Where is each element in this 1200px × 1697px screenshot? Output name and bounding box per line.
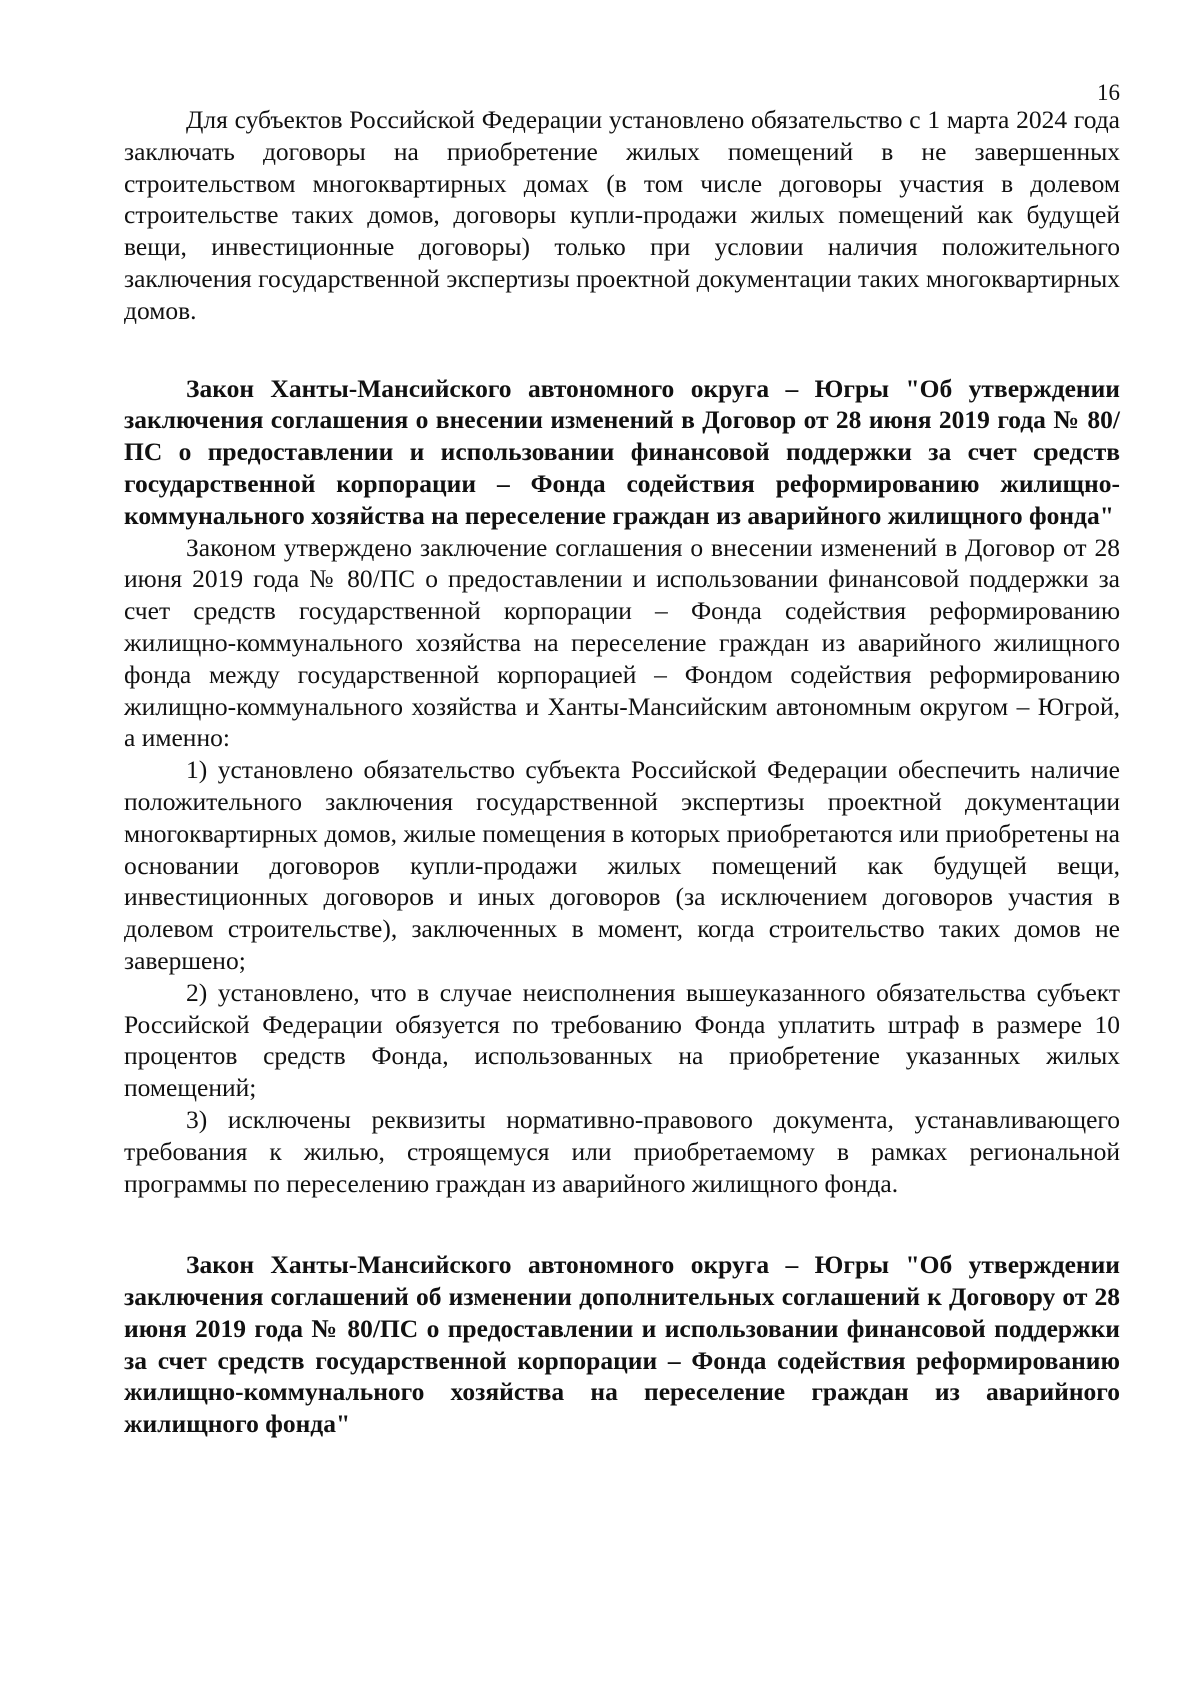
document-body — [124, 104, 1120, 1440]
list-item: 1) установлено обязательство субъекта Российской Федерации обеспечить наличие положительного заключения государственной экспертизы проектной документации многоквартирных домов, жилые помещения в которых приобретаются или приобретены на основании договоров купли-продажи жилых помещений как будущей вещи, инвестиционных договоров и иных договоров (за исключением договоров участия в долевом строительстве), заключенных в момент, когда строительство таких домов не завершено; — [124, 755, 1120, 975]
spacer — [124, 1199, 1120, 1249]
intro-paragraph: Для субъектов Российской Федерации установлено обязательство с 1 марта 2024 года заключать договоры на приобретение жилых помещений в не завершенных строительством многоквартирных домах (в том числе договоры участия в долевом строительстве таких домов, договоры купли-продажи жилых помещений как будущей вещи, инвестиционные договоры) только при условии наличия положительного заключения государственной экспертизы проектной документации таких многоквартирных домов. — [124, 105, 1120, 325]
page-number: 16 — [1097, 80, 1120, 105]
list-item: 3) исключены реквизиты нормативно-правового документа, устанавливающего требования к жилью, строящемуся или приобретаемому в рамках региональной программы по переселению граждан из аварийного жилищного фонда. — [124, 1104, 1120, 1198]
list-item: 2) установлено, что в случае неисполнения вышеуказанного обязательства субъект Российской Федерации обязуется по требованию Фонда уплатить штраф в размере 10 процентов средств Фонда, использованных на приобретение указанных жилых помещений; — [124, 977, 1120, 1103]
section-2-heading: Закон Ханты-Мансийского автономного округа – Югры "Об утверждении заключения соглашений об изменении дополнительных соглашений к Договору от 28 июня 2019 года № 80/ПС о предоставлении и использовании финансовой поддержки за счет средств государственной корпорации – Фонда содействия реформированию жилищно-коммунального хозяйства на переселение граждан из аварийного жилищного фонда" — [124, 1250, 1120, 1439]
section-1-heading: Закон Ханты-Мансийского автономного округа – Югры "Об утверждении заключения соглашения о внесении изменений в Договор от 28 июня 2019 года № 80/ПС о предоставлении и использовании финансовой поддержки за счет средств государственной корпорации – Фонда содействия реформированию жилищно-коммунального хозяйства на переселение граждан из аварийного жилищного фонда" — [124, 373, 1120, 530]
spacer — [124, 327, 1120, 373]
section-1-body: Законом утверждено заключение соглашения о внесении изменений в Договор от 28 июня 2019 года № 80/ПС о предоставлении и использовании финансовой поддержки за счет средств государственной корпорации – Фонда содействия реформированию жилищно-коммунального хозяйства на переселение граждан из аварийного жилищного фонда между государственной корпорацией – Фондом содействия реформированию жилищно-коммунального хозяйства и Ханты-Мансийским автономным округом – Югрой, а именно: — [124, 532, 1120, 753]
